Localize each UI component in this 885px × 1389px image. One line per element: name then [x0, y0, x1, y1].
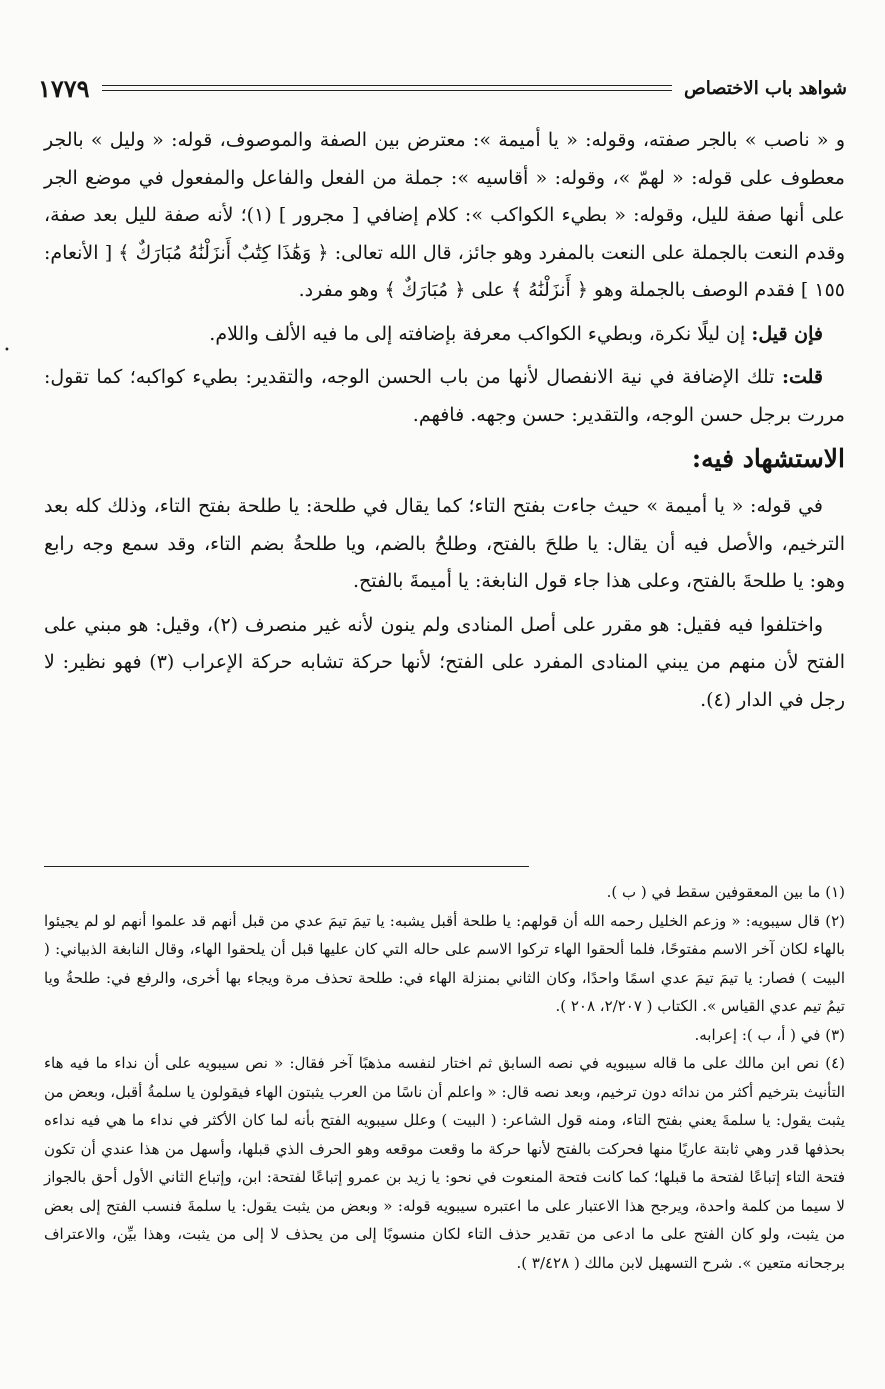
- reply-text: تلك الإضافة في نية الانفصال لأنها من باب الحسن الوجه، والتقدير: بطيء كواكبه؛ كما تقول: مررت برجل حسن الوجه، والتقدير: حسن وجهه. فافهم.: [44, 366, 845, 426]
- footnote-2: (٢) قال سيبويه: « وزعم الخليل رحمه الله أن قولهم: يا طلحة أقبل يشبه: يا تيمَ تيمَ عدي من قبل أنهم قد علموا أنهم لو لم يجيئوا بالهاء لكان آخر الاسم مفتوحًا، فلما ألحقوا الهاء تركوا الاسم على حاله التي كان عليها قبل أن يلحقوا الهاء، وقال النابغة الذبياني: ( البيت ) فصار: يا تيمَ تيمَ عدي اسمًا واحدًا، وكان الثاني بمنزلة الهاء في: طلحة تحذف مرة ويجاء بها أخرى، والرفع في: طلحةُ ويا تيمُ تيم عدي القياس ». الكتاب ( ٢/٢٠٧، ٢٠٨ ).: [44, 911, 845, 1015]
- section-heading: الاستشهاد فيه:: [691, 444, 845, 473]
- paragraph-reply: [44, 359, 845, 434]
- footnotes: [44, 878, 845, 1277]
- page-number: ١٧٧٩: [38, 73, 90, 103]
- footnote-separator: [44, 866, 529, 867]
- main-text: [44, 122, 845, 719]
- header-rule: [102, 85, 672, 91]
- objection-text: إن ليلًا نكرة، وبطيء الكواكب معرفة بإضافته إلى ما فيه الألف واللام.: [209, 322, 752, 345]
- paragraph-commentary: و « ناصب » بالجر صفته، وقوله: « يا أميمة »: معترض بين الصفة والموصوف، قوله: « وليل » بالجر معطوف على قوله: « لهمّ »، وقوله: « أقاسيه »: جملة من الفعل والفاعل والمفعول في موضع الجر على أنها صفة لليل، وقوله: « بطيء الكواكب »: كلام إضافي [ مجرور ] (١)؛ لأنه صفة لليل بعد صفة، وقدم النعت بالجملة على النعت بالمفرد وهو جائز، قال الله تعالى: ﴿ وَهَٰذَا كِتَٰبٌ أَنزَلْنَٰهُ مُبَارَكٌ ﴾ [ الأنعام: ١٥٥ ] فقدم الوصف بالجملة وهو ﴿ أَنزَلْنَٰهُ ﴾ على ﴿ مُبَارَكٌ ﴾ وهو مفرد.: [44, 129, 845, 301]
- reply-lead: قلت:: [781, 366, 823, 388]
- footnote-1: (١) ما بين المعقوفين سقط في ( ب ).: [606, 883, 845, 901]
- running-title: شواهد باب الاختصاص: [684, 77, 847, 99]
- objection-lead: فإن قيل:: [751, 322, 823, 345]
- margin-speck: •: [4, 345, 10, 356]
- paragraph-objection: [44, 316, 845, 354]
- footnote-4: (٤) نص ابن مالك على ما قاله سيبويه في نصه السابق ثم اختار لنفسه مذهبًا آخر فقال: « نص سيبويه على أن نداء ما فيه هاء التأنيث بترخيم أكثر من ندائه دون ترخيم، وبعد نصه قال: « واعلم أن ناسًا من العرب يثبتون الهاء فيقولون يا سلمةُ أقبل، وبعض من يثبت يقول: يا سلمةَ يعني بفتح التاء، ومنه قول الشاعر: ( البيت ) وعلل سيبويه الفتح بأنه لما كان الأكثر في نداء ما هي فيه نداءه بحذفها قدر وهي ثابتة عاريًا منها فحركت بالفتح لأنها حركة ما وقعت موقعه وهو الحرف الذي قبلها، وأسهل من هذا عندي أن تكون فتحة التاء إتباعًا لفتحة ما قبلها؛ كما كانت فتحة المنعوت في نحو: يا زيد بن عمرو إتباعًا لفتحة: ابن، وإتباع الثاني الأول أحق بالجواز لا سيما من كلمة واحدة، ويرجح هذا الاعتبار على ما اعتبره سيبويه قوله: « وبعض من يثبت يقول: يا سلمةَ فنسب الفتح إلى بعض من يثبت، ولو كان الفتح على ما ادعى من تقدير حذف التاء لكان منسوبًا إلى من يحذف لا إلى من يثبت، وهذا بيِّن، والاعتراف برجحانه متعين ». شرح التسهيل لابن مالك ( ٣/٤٢٨ ).: [44, 1054, 845, 1272]
- paragraph-disagreement: واختلفوا فيه فقيل: هو مقرر على أصل المنادى ولم ينون لأنه غير منصرف (٢)، وقيل: هو مبني على الفتح لأن منهم من يبني المنادى المفرد على الفتح؛ لأنها حركة تشابه حركة الإعراب (٣) فهو نظير: لا رجل في الدار (٤).: [44, 613, 845, 711]
- footnote-3: (٣) في ( أ، ب ): إعرابه.: [694, 1025, 845, 1044]
- paragraph-evidence: في قوله: « يا أميمة » حيث جاءت بفتح التاء؛ كما يقال في طلحة: يا طلحة بفتح التاء، وذلك كله بعد الترخيم، والأصل فيه أن يقال: يا طلحَ بالفتح، وطلحُ بالضم، ويا طلحةُ بضم التاء، وقد سمع وجه رابع وهو: يا طلحةَ بالفتح، وعلى هذا جاء قول النابغة: يا أميمةَ بالفتح.: [44, 495, 845, 592]
- page-header: [38, 68, 847, 108]
